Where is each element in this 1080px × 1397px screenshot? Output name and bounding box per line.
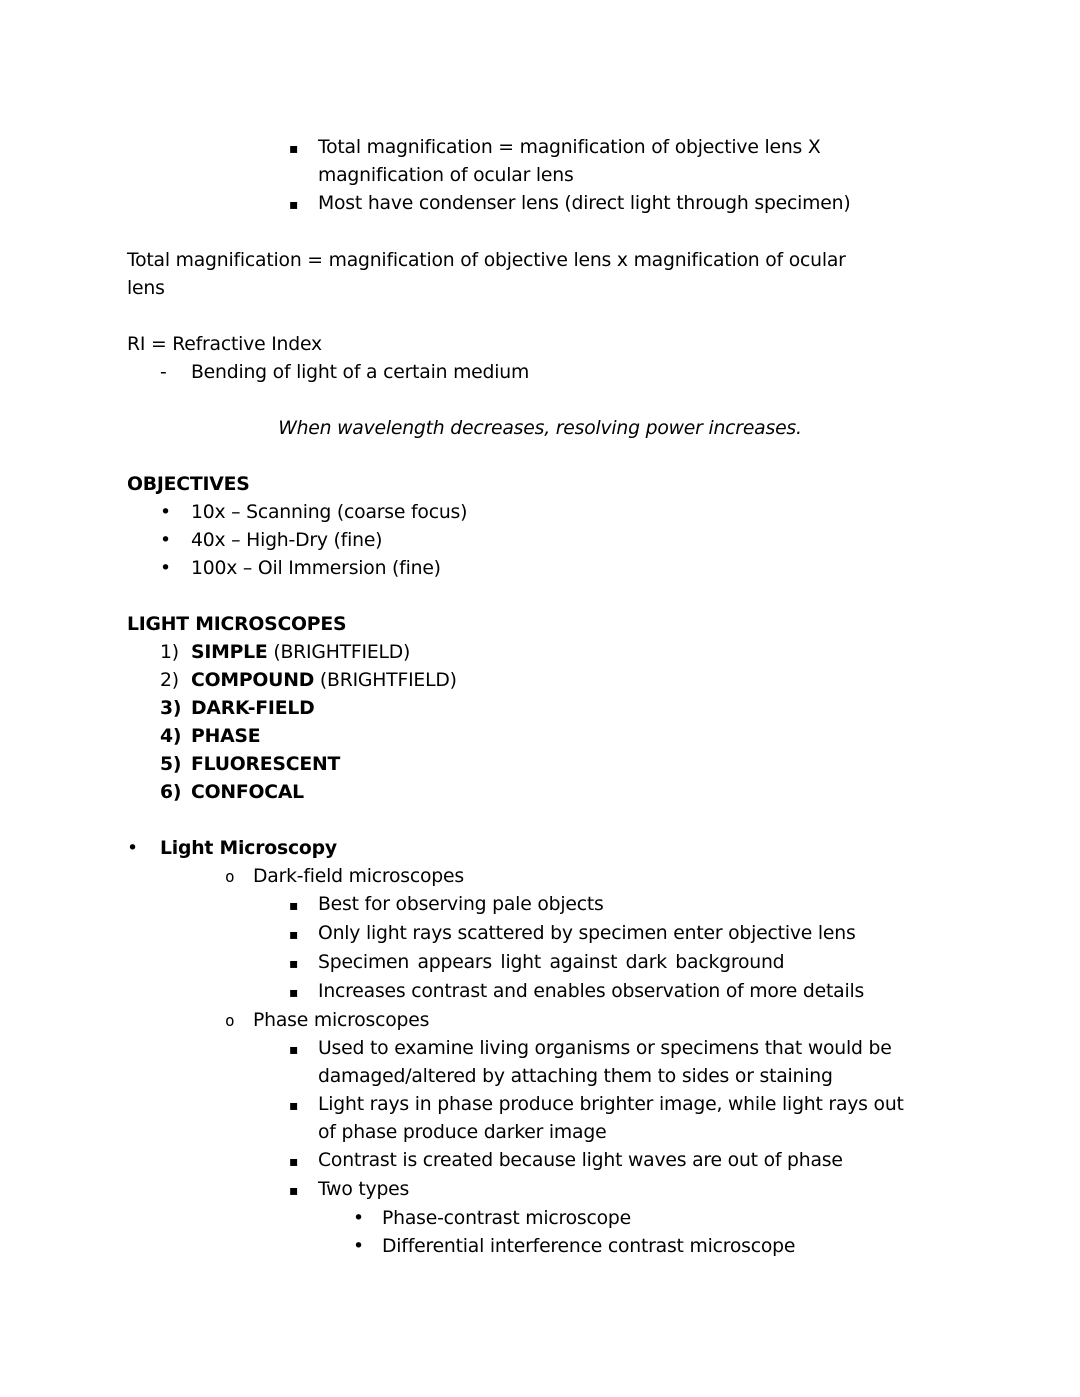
objective-item-40x	[127, 527, 953, 555]
circle-bullet-icon: o	[225, 1011, 235, 1030]
microscope-type-name: PHASE	[191, 726, 261, 747]
section-title: Light Microscopy	[160, 838, 337, 859]
refractive-index-subpoint	[127, 359, 953, 387]
list-item-text: Phase microscopes	[253, 1010, 430, 1031]
list-item-text: 100x – Oil Immersion (fine)	[191, 558, 441, 579]
list-item-text	[191, 779, 304, 807]
phase-point	[127, 1035, 953, 1091]
text-line: of phase produce darker image	[318, 1122, 607, 1143]
list-number: 5)	[160, 754, 182, 775]
square-bullet-icon: ▪	[289, 898, 299, 914]
list-item-text: 10x – Scanning (coarse focus)	[191, 502, 468, 523]
list-item-text: Best for observing pale objects	[318, 894, 604, 915]
list-item-text	[318, 134, 821, 190]
square-bullet-icon: ▪	[289, 1183, 299, 1199]
spacer	[127, 583, 953, 611]
dash-bullet-icon: -	[160, 362, 167, 383]
square-bullet-icon: ▪	[289, 197, 299, 213]
refractive-index-definition: RI = Refractive Index	[127, 334, 322, 355]
text-line: Used to examine living organisms or specimens that would be	[318, 1038, 892, 1059]
dark-field-point	[127, 920, 953, 949]
list-item-text: Phase-contrast microscope	[382, 1208, 632, 1229]
round-bullet-icon: •	[160, 558, 171, 579]
list-number: 2)	[160, 670, 179, 691]
wavelength-axiom: When wavelength decreases, resolving power increases.	[278, 418, 802, 439]
list-item-text: Contrast is created because light waves are out of phase	[318, 1150, 843, 1171]
list-item-text: Most have condenser lens (direct light through specimen)	[318, 193, 851, 214]
dark-field-point	[127, 978, 953, 1007]
light-microscopes-heading: LIGHT MICROSCOPES	[127, 614, 347, 635]
light-microscopy-heading-item	[127, 835, 953, 863]
text-line: magnification of ocular lens	[318, 165, 574, 186]
phase-point	[127, 1091, 953, 1147]
list-item-text	[191, 723, 260, 751]
square-bullet-icon: ▪	[289, 1042, 299, 1058]
numbered-item-fluorescent	[127, 751, 953, 779]
square-bullet-icon: ▪	[289, 956, 299, 972]
list-item-text: Bending of light of a certain medium	[191, 362, 530, 383]
list-item-text	[191, 695, 315, 723]
spacer	[127, 387, 953, 415]
dark-field-subsection-title	[127, 863, 953, 891]
round-bullet-icon: •	[160, 502, 171, 523]
spacer	[127, 443, 953, 471]
circle-bullet-icon: o	[225, 867, 235, 886]
microscope-type-name: DARK-FIELD	[191, 698, 315, 719]
text-line: Total magnification = magnification of objective lens x magnification of ocular	[127, 250, 846, 271]
square-bullet-icon: ▪	[289, 927, 299, 943]
microscope-type-name: FLUORESCENT	[191, 754, 341, 775]
square-bullet-icon: ▪	[289, 1098, 299, 1114]
text-line: damaged/altered by attaching them to sides or staining	[318, 1066, 833, 1087]
list-item-text: Increases contrast and enables observation of more details	[318, 981, 865, 1002]
square-bullet-icon: ▪	[289, 1154, 299, 1170]
microscope-type-name: COMPOUND	[191, 670, 315, 691]
list-item-text	[318, 1035, 892, 1091]
microscope-type-suffix: (BRIGHTFIELD)	[267, 642, 411, 663]
spacer	[127, 303, 953, 331]
list-item-text	[191, 751, 340, 779]
spacer	[127, 807, 953, 835]
objective-item-100x	[127, 555, 953, 583]
list-number: 3)	[160, 698, 182, 719]
list-item-text: Dark-field microscopes	[253, 866, 464, 887]
dark-field-point	[127, 891, 953, 920]
list-item-text: Two types	[318, 1179, 410, 1200]
numbered-item-simple	[127, 639, 953, 667]
round-bullet-icon: •	[127, 838, 138, 859]
round-bullet-icon: •	[353, 1236, 364, 1257]
numbered-item-dark-field	[127, 695, 953, 723]
list-item-text: 40x – High-Dry (fine)	[191, 530, 383, 551]
text-line: Light rays in phase produce brighter image, while light rays out	[318, 1094, 904, 1115]
objectives-heading: OBJECTIVES	[127, 474, 250, 495]
numbered-item-compound	[127, 667, 953, 695]
dark-field-point	[127, 949, 953, 978]
numbered-item-phase	[127, 723, 953, 751]
list-item-condenser-lens	[127, 190, 953, 219]
square-bullet-icon: ▪	[289, 985, 299, 1001]
spacer	[127, 219, 953, 247]
round-bullet-icon: •	[160, 530, 171, 551]
list-number: 6)	[160, 782, 182, 803]
microscope-type-suffix: (BRIGHTFIELD)	[314, 670, 457, 691]
total-magnification-paragraph	[127, 247, 953, 303]
list-number: 1)	[160, 642, 179, 663]
round-bullet-icon: •	[353, 1208, 364, 1229]
phase-type-item	[127, 1205, 953, 1233]
list-item-text	[191, 639, 410, 667]
text-line: lens	[127, 278, 165, 299]
phase-point-two-types	[127, 1176, 953, 1205]
text-line: Total magnification = magnification of objective lens X	[318, 137, 821, 158]
list-item-text: Differential interference contrast microscope	[382, 1236, 796, 1257]
microscope-type-name: CONFOCAL	[191, 782, 304, 803]
list-item-text: Only light rays scattered by specimen enter objective lens	[318, 923, 856, 944]
phase-subsection-title	[127, 1007, 953, 1035]
list-item-text	[318, 1091, 904, 1147]
list-item-text: Specimen appears light against dark background	[318, 952, 785, 973]
numbered-item-confocal	[127, 779, 953, 807]
list-number: 4)	[160, 726, 182, 747]
square-bullet-icon: ▪	[289, 141, 299, 157]
phase-type-item	[127, 1233, 953, 1261]
phase-point	[127, 1147, 953, 1176]
list-item-text	[191, 667, 457, 695]
objective-item-10x	[127, 499, 953, 527]
list-item-total-magnification	[127, 134, 953, 190]
microscope-type-name: SIMPLE	[191, 642, 268, 663]
